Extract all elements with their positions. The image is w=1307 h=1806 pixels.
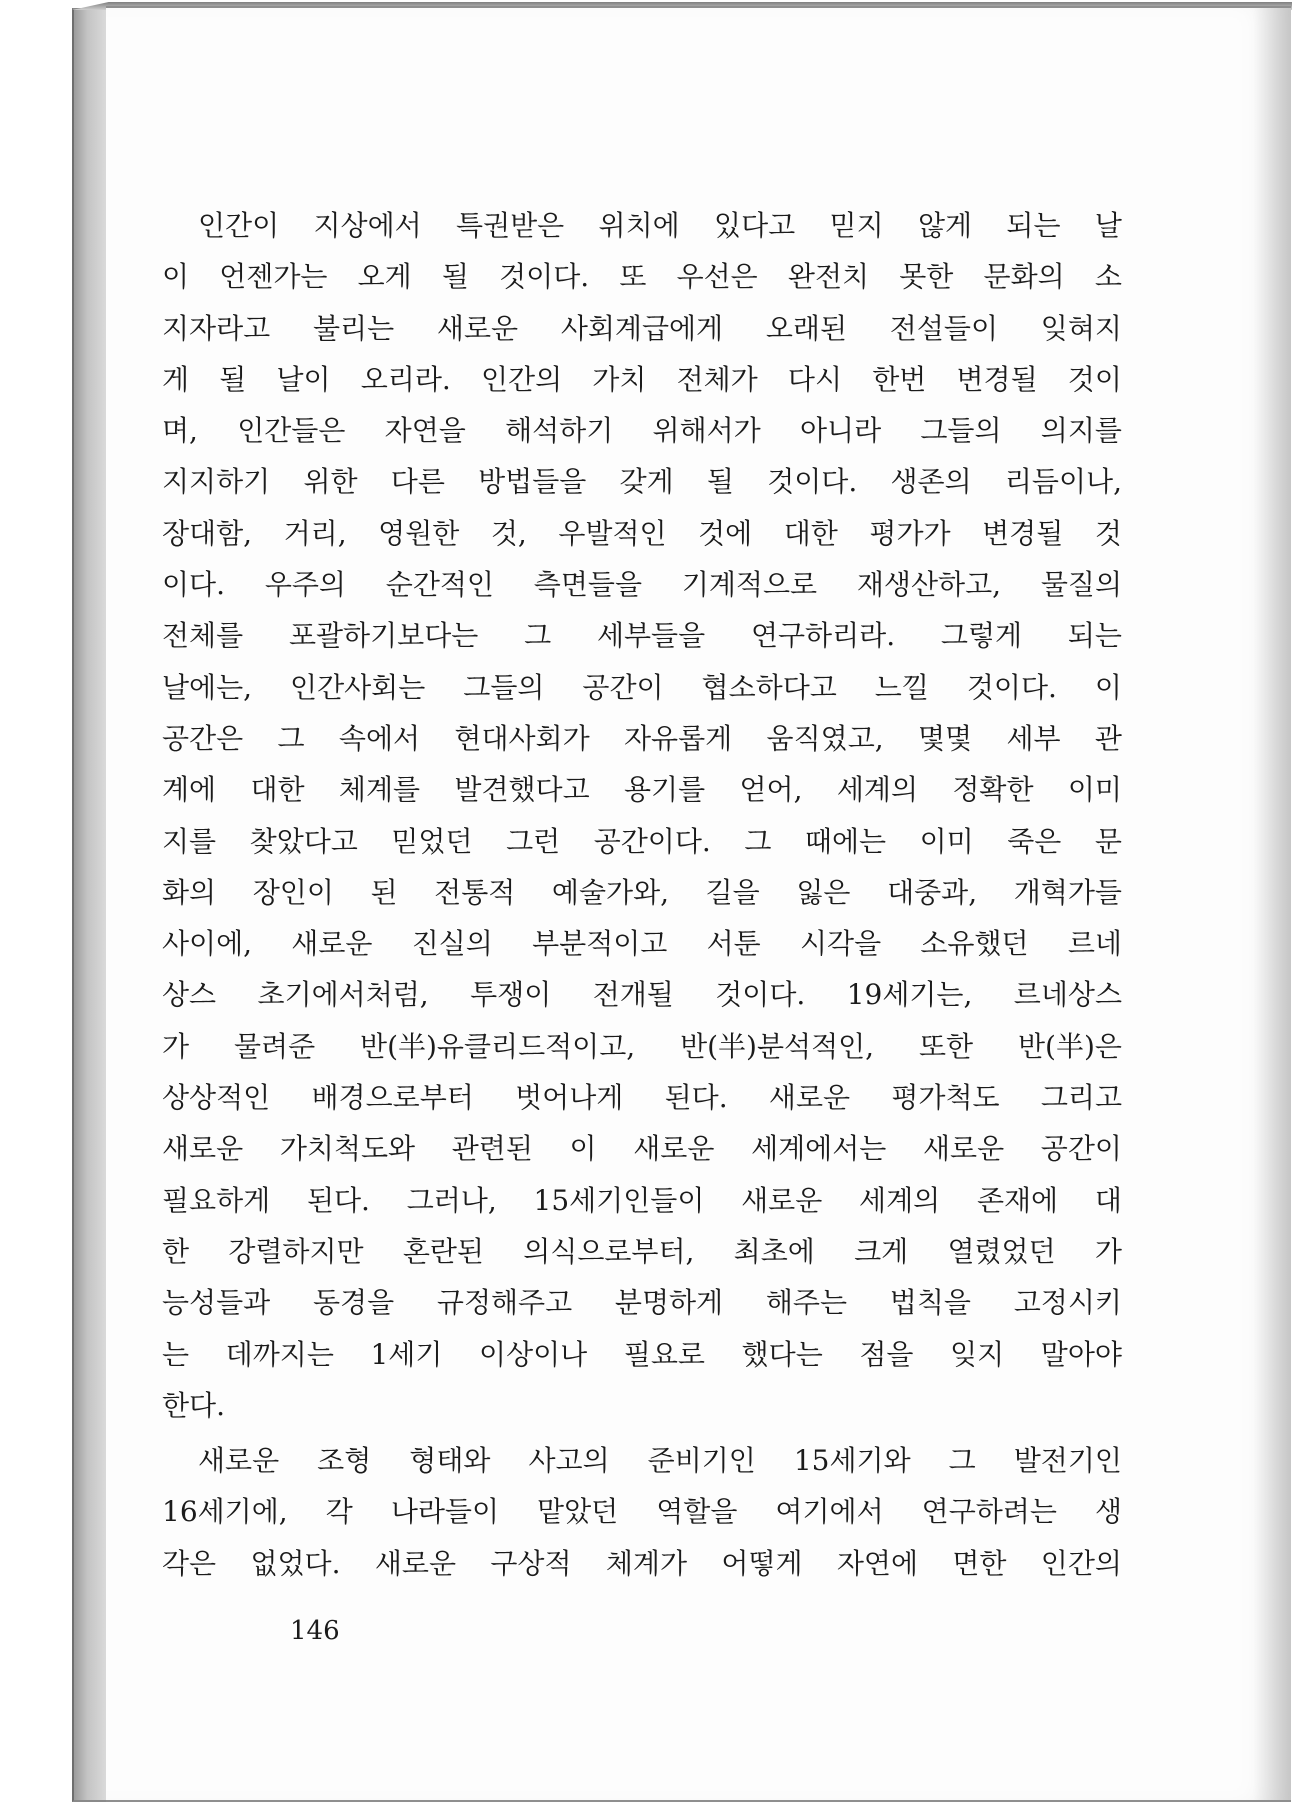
word: 공간이 <box>582 670 664 704</box>
word: 반(半)은 <box>1018 1029 1122 1063</box>
word: 우주의 <box>264 568 346 602</box>
word: 정확한 <box>952 773 1034 807</box>
word: 생 <box>1094 1495 1122 1529</box>
word: 세계의 <box>859 1183 941 1217</box>
word: 다른 <box>390 465 445 499</box>
word: 될 <box>219 362 247 396</box>
word: 공간이다. <box>593 824 711 858</box>
word: 세계의 <box>836 773 918 807</box>
word: 화의 <box>162 875 217 909</box>
word: 평가가 <box>869 516 951 550</box>
word: 전개될 <box>592 978 674 1012</box>
word: 그렇게 <box>940 619 1023 653</box>
text-line: 한다. <box>162 1388 225 1422</box>
word: 위해서가 <box>652 414 761 448</box>
word: 공간은 <box>162 721 244 755</box>
text-line <box>162 1277 1122 1328</box>
word: 변경될 <box>956 362 1038 396</box>
word: 전설들이 <box>889 311 998 345</box>
word: 지상에서 <box>313 209 422 242</box>
word: 현대사회가 <box>454 721 590 755</box>
word: 위한 <box>303 465 358 499</box>
word: 포괄하기보다는 <box>288 619 479 653</box>
word: 길을 <box>705 875 760 909</box>
word: 인간들은 <box>237 414 346 448</box>
word: 인간이 <box>198 209 280 242</box>
word: 필요하게 <box>162 1183 271 1217</box>
word: 상상적인 <box>162 1081 271 1115</box>
word: 사이에, <box>162 927 253 961</box>
word: 그러나, <box>406 1183 497 1217</box>
word: 또한 <box>918 1029 974 1063</box>
word: 것이다. <box>966 670 1057 704</box>
word: 것이다. <box>499 260 590 294</box>
word: 없었다. <box>250 1546 341 1580</box>
text-line <box>162 251 1122 302</box>
word: 전통적 <box>434 875 516 909</box>
word: 언젠가는 <box>219 260 328 294</box>
word: 점을 <box>859 1337 914 1371</box>
word: 법칙을 <box>889 1286 971 1320</box>
word: 한 <box>162 1234 190 1268</box>
word: 될 <box>706 465 734 499</box>
word: 것, <box>490 516 527 550</box>
word: 해석하기 <box>505 414 614 448</box>
word: 구상적 <box>490 1546 572 1580</box>
word: 가 <box>1094 1234 1122 1268</box>
word: 가치 <box>592 362 647 396</box>
word: 인간의 <box>1040 1546 1122 1580</box>
word: 물질의 <box>1040 568 1122 602</box>
text-line <box>162 1226 1122 1277</box>
word: 이상이나 <box>479 1337 588 1371</box>
word: 1세기 <box>370 1337 443 1371</box>
word: 오게 <box>357 260 412 294</box>
word: 방법들을 <box>478 465 587 499</box>
word: 잃은 <box>796 875 851 909</box>
word: 혼란된 <box>402 1234 484 1268</box>
word: 오래된 <box>765 311 848 345</box>
word: 이미 <box>1067 773 1122 807</box>
word: 다시 <box>787 362 843 396</box>
text-line <box>162 1072 1122 1123</box>
word: 것에 <box>698 516 753 550</box>
text-line <box>162 610 1122 661</box>
word: 완전치 <box>787 260 870 294</box>
word: 된다. <box>306 1183 370 1217</box>
word: 평가척도 <box>891 1081 1000 1115</box>
word: 재생산하고, <box>856 568 1002 602</box>
word: 세부들을 <box>596 619 706 653</box>
word: 거리, <box>283 516 347 550</box>
word: 말아야 <box>1040 1337 1122 1371</box>
text-line <box>162 508 1122 559</box>
word: 새로운 <box>374 1546 456 1580</box>
word: 조형 <box>317 1444 372 1478</box>
word: 나라들이 <box>390 1495 500 1529</box>
word: 장인이 <box>252 875 334 909</box>
text-line <box>162 1021 1122 1072</box>
word: 배경으로부터 <box>311 1081 474 1115</box>
word: 가 <box>162 1029 190 1063</box>
word: 또 <box>619 260 647 294</box>
word: 대중과, <box>887 875 978 909</box>
word: 잊지 <box>950 1337 1005 1371</box>
word: 것이 <box>1067 362 1122 396</box>
word: 장대함, <box>162 516 253 550</box>
word: 리듬이나, <box>1004 465 1122 499</box>
word: 될 <box>441 260 469 294</box>
word: 공간이 <box>1040 1132 1122 1166</box>
word: 부분적이고 <box>532 927 668 961</box>
word: 규정해주고 <box>436 1286 573 1320</box>
word: 이 <box>162 260 190 294</box>
word: 며, <box>162 414 198 448</box>
word: 날에는, <box>162 670 253 704</box>
word: 반(半)유클리드적이고, <box>360 1029 636 1063</box>
word: 되는 <box>1067 619 1122 653</box>
word: 지자라고 <box>162 311 271 345</box>
word: 것 <box>1094 516 1122 550</box>
word: 된 <box>370 875 398 909</box>
word: 연구하리라. <box>750 619 896 653</box>
word: 않게 <box>917 209 973 242</box>
word: 게 <box>162 362 190 396</box>
word: 새로운 <box>741 1183 823 1217</box>
text-line <box>162 918 1122 969</box>
word: 서툰 <box>706 927 761 961</box>
word: 전체를 <box>162 619 244 653</box>
word: 생존의 <box>890 465 972 499</box>
word: 능성들과 <box>162 1286 271 1320</box>
word: 르네 <box>1067 927 1122 961</box>
word: 소 <box>1094 260 1122 294</box>
word: 새로운 <box>198 1444 280 1478</box>
word: 대 <box>1094 1183 1122 1217</box>
word: 지를 <box>162 824 217 858</box>
text-line <box>162 867 1122 918</box>
word: 그 <box>744 824 772 858</box>
paragraph <box>162 1435 1122 1589</box>
word: 필요로 <box>623 1337 705 1371</box>
word: 오리라. <box>360 362 451 396</box>
word: 문 <box>1094 824 1122 858</box>
text-line <box>162 200 1122 251</box>
word: 세부 <box>1006 721 1061 755</box>
word: 각은 <box>162 1546 217 1580</box>
word: 사고의 <box>528 1444 610 1478</box>
text-line <box>162 1435 1122 1486</box>
word: 우선은 <box>676 260 758 294</box>
word: 르네상스 <box>1013 978 1122 1012</box>
word: 새로운 <box>633 1132 715 1166</box>
word: 믿었던 <box>391 824 473 858</box>
word: 영원한 <box>378 516 460 550</box>
text-line <box>162 405 1122 456</box>
word: 아니라 <box>799 414 882 448</box>
word: 사회계급에게 <box>560 311 724 345</box>
word: 그런 <box>506 824 561 858</box>
book-spine-edge <box>72 8 108 1802</box>
word: 세계에서는 <box>751 1132 887 1166</box>
word: 형태와 <box>409 1444 491 1478</box>
word: 되는 <box>1006 209 1061 242</box>
text-line <box>162 1329 1122 1380</box>
text-line <box>162 713 1122 764</box>
text-line <box>162 1538 1122 1589</box>
word: 특권받은 <box>456 209 565 242</box>
word: 각 <box>325 1495 353 1529</box>
page-shadow <box>1253 8 1291 1800</box>
word: 여기에서 <box>775 1495 884 1529</box>
word: 해주는 <box>765 1286 848 1320</box>
word: 몇몇 <box>917 721 973 755</box>
word: 는 <box>162 1337 190 1371</box>
word: 반(半)분석적인, <box>680 1029 875 1063</box>
word: 변경될 <box>982 516 1064 550</box>
text-line <box>162 969 1122 1020</box>
word: 존재에 <box>976 1183 1059 1217</box>
word: 한번 <box>872 362 927 396</box>
word: 순간적인 <box>385 568 494 602</box>
word: 발전기인 <box>1013 1444 1122 1478</box>
word: 15세기와 <box>793 1444 911 1478</box>
word: 새로운 <box>162 1132 244 1166</box>
word: 느낄 <box>874 670 929 704</box>
word: 얻어, <box>739 773 803 807</box>
word: 인간의 <box>480 362 563 396</box>
word: 것이다. <box>767 465 858 499</box>
word: 새로운 <box>922 1132 1005 1166</box>
word: 새로운 <box>768 1081 851 1115</box>
word: 데까지는 <box>225 1337 334 1371</box>
text-line <box>162 354 1122 405</box>
word: 인간사회는 <box>290 670 426 704</box>
body-text <box>162 200 1122 1589</box>
word: 자연을 <box>384 414 466 448</box>
word: 발견했다고 <box>454 773 590 807</box>
word: 죽은 <box>1007 824 1062 858</box>
text-line <box>162 303 1122 354</box>
word: 투쟁이 <box>470 978 552 1012</box>
word: 지지하기 <box>162 465 271 499</box>
word: 측면들을 <box>533 568 642 602</box>
word: 자연에 <box>836 1546 918 1580</box>
word: 날 <box>1094 209 1122 242</box>
word: 그 <box>277 721 305 755</box>
word: 16세기에, <box>162 1495 288 1529</box>
word: 소유했던 <box>920 927 1029 961</box>
word: 믿지 <box>829 209 884 242</box>
word: 의식으로부터, <box>523 1234 695 1268</box>
word: 초기에서처럼, <box>257 978 429 1012</box>
word: 이 <box>1094 670 1122 704</box>
text-line <box>162 662 1122 713</box>
text-line <box>162 1123 1122 1174</box>
word: 대한 <box>783 516 838 550</box>
text-line <box>162 764 1122 815</box>
word: 찾았다고 <box>249 824 358 858</box>
word: 그들의 <box>920 414 1002 448</box>
word: 상스 <box>162 978 217 1012</box>
word: 있다고 <box>714 209 796 242</box>
word: 그리고 <box>1040 1081 1122 1115</box>
word: 계에 <box>162 773 217 807</box>
word: 불리는 <box>312 311 395 345</box>
page-number: 146 <box>290 1616 340 1646</box>
word: 체계가 <box>605 1546 687 1580</box>
word: 된다. <box>664 1081 728 1115</box>
word: 갖게 <box>619 465 674 499</box>
word: 가치척도와 <box>279 1132 416 1166</box>
word: 체계를 <box>338 773 421 807</box>
text-line <box>162 559 1122 610</box>
word: 역할을 <box>656 1495 738 1529</box>
word: 새로운 <box>436 311 519 345</box>
word: 위치에 <box>598 209 680 242</box>
word: 관 <box>1094 721 1122 755</box>
word: 연구하려는 <box>921 1495 1057 1529</box>
word: 시각을 <box>799 927 882 961</box>
word: 열렸었던 <box>947 1234 1056 1268</box>
word: 예술가와, <box>551 875 670 909</box>
word: 전체가 <box>676 362 758 396</box>
word: 15세기인들이 <box>533 1183 705 1217</box>
word: 이 <box>569 1132 597 1166</box>
word: 의지를 <box>1040 414 1122 448</box>
word: 고정시키 <box>1013 1286 1122 1320</box>
word: 동경을 <box>312 1286 395 1320</box>
word: 강렬하지만 <box>228 1234 364 1268</box>
word: 개혁가들 <box>1013 875 1122 909</box>
word: 물려준 <box>233 1029 316 1063</box>
word: 것이다. <box>715 978 806 1012</box>
word: 우발적인 <box>558 516 667 550</box>
word: 날이 <box>276 362 331 396</box>
word: 했다는 <box>741 1337 823 1371</box>
word: 어떻게 <box>721 1546 803 1580</box>
word: 진실의 <box>411 927 493 961</box>
text-line <box>162 1486 1122 1537</box>
word: 19세기는, <box>846 978 973 1012</box>
word: 면한 <box>952 1546 1007 1580</box>
word: 움직였고, <box>766 721 884 755</box>
word: 분명하게 <box>614 1286 724 1320</box>
word: 그들의 <box>463 670 545 704</box>
word: 이다. <box>162 568 225 602</box>
word: 크게 <box>854 1234 909 1268</box>
word: 협소하다고 <box>701 670 837 704</box>
word: 속에서 <box>338 721 421 755</box>
word: 용기를 <box>624 773 706 807</box>
text-line <box>162 816 1122 867</box>
word: 잊혀지 <box>1040 311 1122 345</box>
word: 새로운 <box>291 927 373 961</box>
word: 때에는 <box>804 824 887 858</box>
word: 준비기인 <box>647 1444 756 1478</box>
paragraph <box>162 200 1122 1431</box>
word: 맡았던 <box>537 1495 619 1529</box>
text-line <box>162 456 1122 507</box>
word: 이미 <box>919 824 974 858</box>
word: 그 <box>524 619 552 653</box>
word: 대한 <box>250 773 305 807</box>
word: 최초에 <box>733 1234 815 1268</box>
word: 그 <box>948 1444 976 1478</box>
word: 자유롭게 <box>624 721 733 755</box>
word: 관련된 <box>451 1132 533 1166</box>
word: 벗어나게 <box>515 1081 624 1115</box>
word: 기계적으로 <box>681 568 818 602</box>
text-line <box>162 1175 1122 1226</box>
word: 문화의 <box>983 260 1065 294</box>
word: 못한 <box>899 260 954 294</box>
